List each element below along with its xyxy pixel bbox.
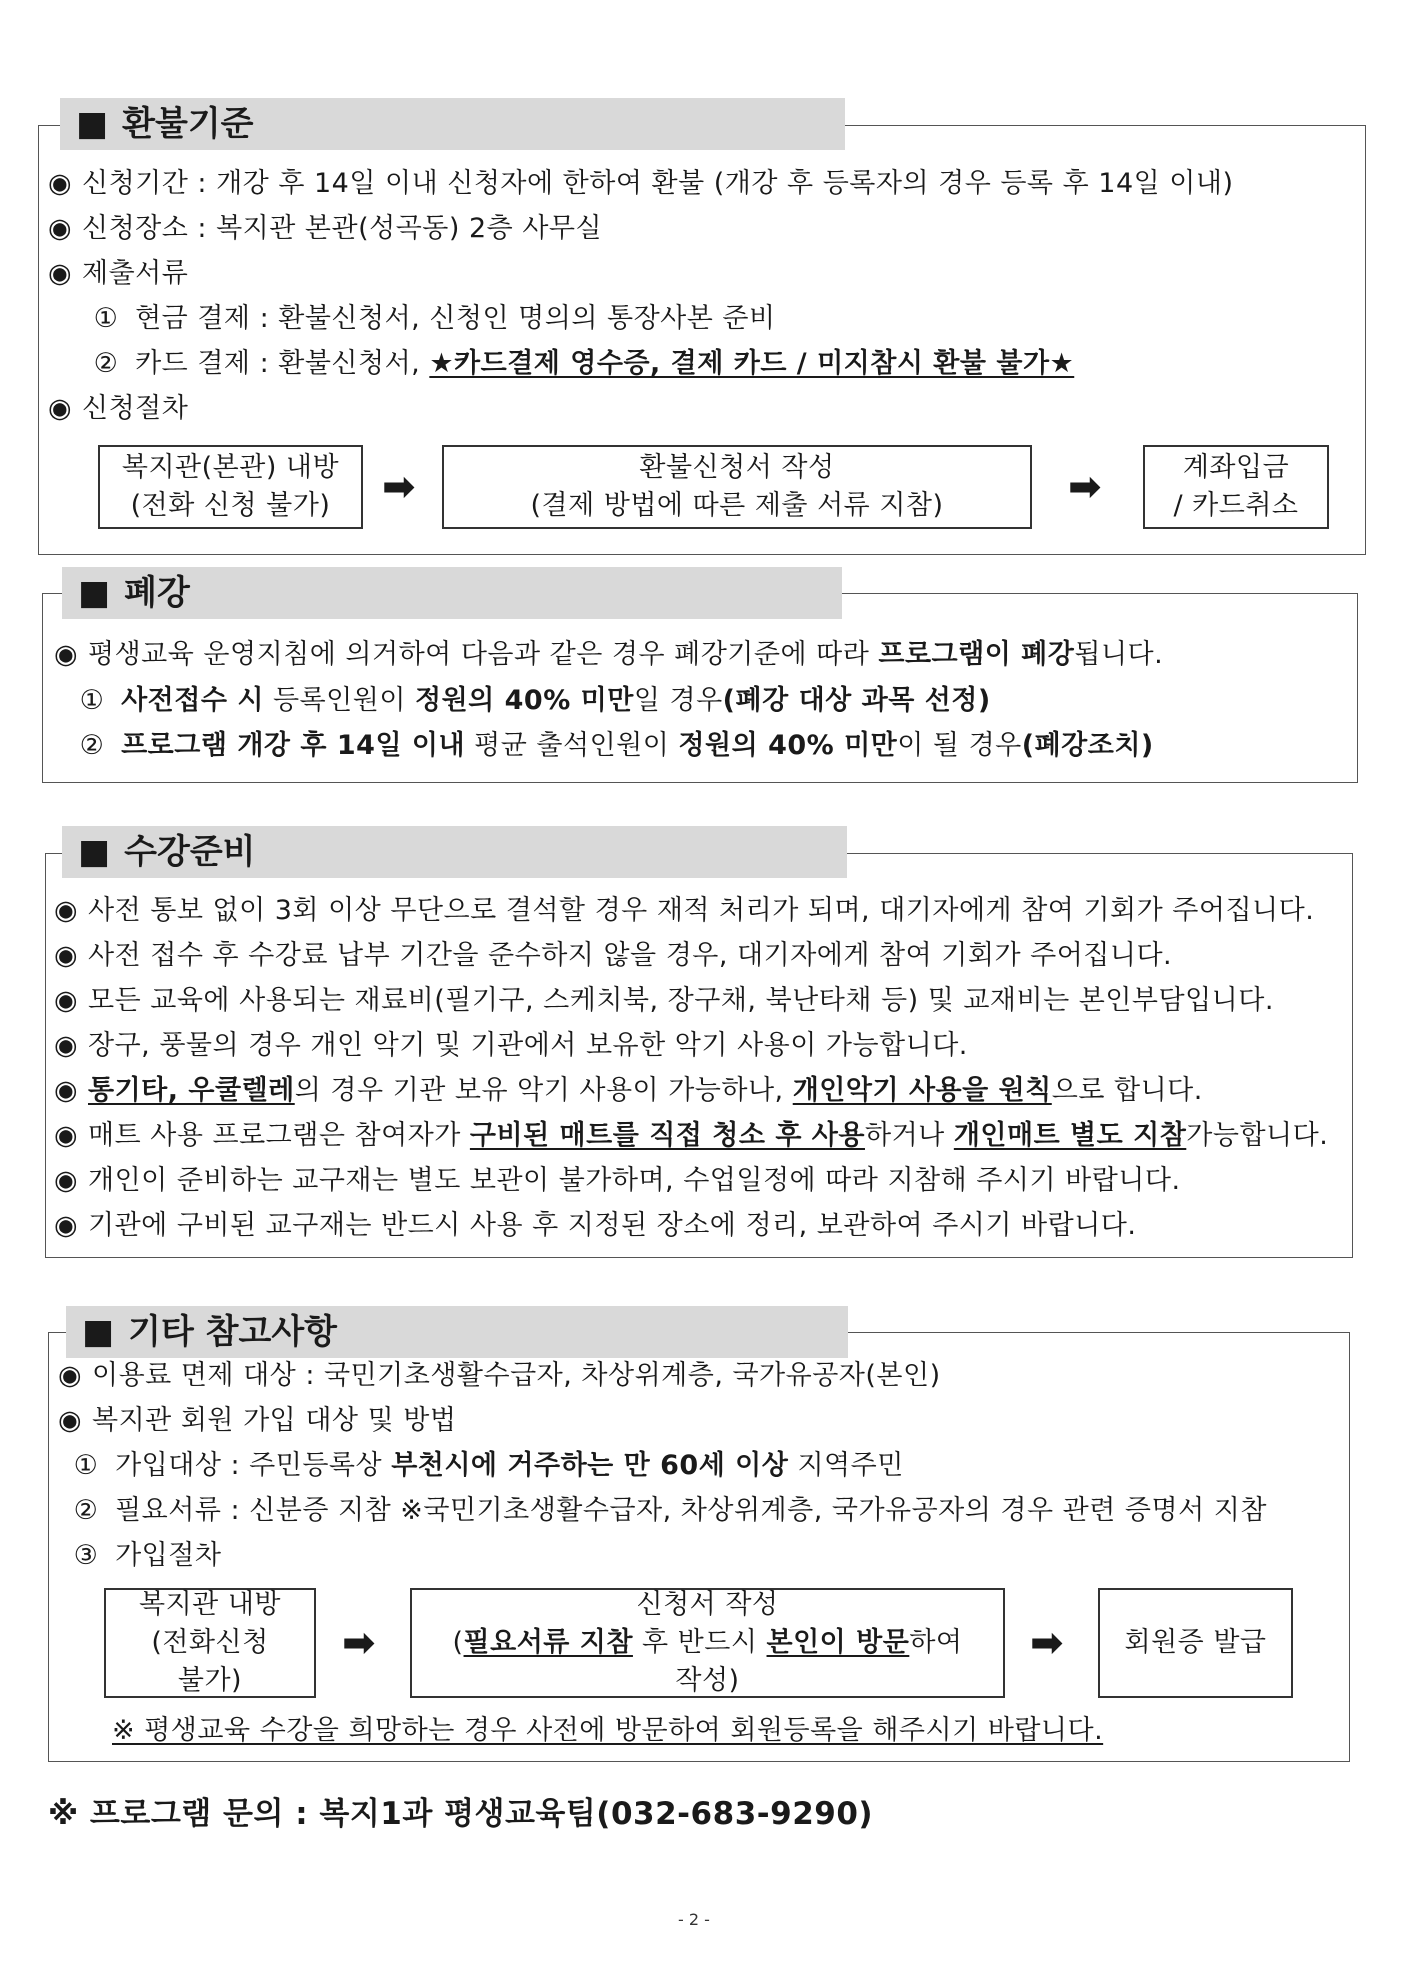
square-bullet-icon: ■: [78, 573, 111, 613]
refund-title: ■ 환불기준: [60, 98, 845, 150]
refund-flow-step-visit: 복지관(본관) 내방 (전화 신청 불가): [98, 445, 363, 529]
radio-bullet-icon: ◉: [54, 1075, 79, 1106]
refund-doc-card: ② 카드 결제 : 환불신청서, ★카드결제 영수증, 결제 카드 / 미지참시 환불 불가★: [93, 348, 1075, 379]
refund-place: ◉ 신청장소 : 복지관 본관(성곡동) 2층 사무실: [48, 210, 602, 248]
prep-item: ◉ 개인이 준비하는 교구재는 별도 보관이 불가하며, 수업일정에 따라 지참해 주시기 바랍니다.: [54, 1162, 1181, 1200]
prep-item: ◉ 사전 접수 후 수강료 납부 기간을 준수하지 않을 경우, 대기자에게 참여 기회가 주어집니다.: [54, 937, 1172, 975]
etc-member-heading: ◉ 복지관 회원 가입 대상 및 방법: [58, 1402, 456, 1440]
prep-item: ◉ 모든 교육에 사용되는 재료비(필기구, 스케치북, 장구채, 북난타채 등) 및 교재비는 본인부담입니다.: [54, 982, 1274, 1020]
arrow-right-icon: ➡: [1068, 464, 1102, 510]
refund-period: ◉ 신청기간 : 개강 후 14일 이내 신청자에 한하여 환불 (개강 후 등록자의 경우 등록 후 14일 이내): [48, 165, 1233, 203]
etc-title: ■ 기타 참고사항: [66, 1306, 848, 1358]
radio-bullet-icon: ◉: [54, 985, 79, 1016]
radio-bullet-icon: ◉: [58, 1360, 83, 1391]
radio-bullet-icon: ◉: [54, 940, 79, 971]
radio-bullet-icon: ◉: [48, 168, 73, 199]
closure-intro: ◉ 평생교육 운영지침에 의거하여 다음과 같은 경우 폐강기준에 따라 프로그램이 폐강됩니다.: [54, 636, 1163, 674]
member-flow-step-form: 신청서 작성 (필요서류 지참 후 반드시 본인이 방문하여 작성): [410, 1588, 1005, 1698]
etc-target: ① 가입대상 : 주민등록상 부천시에 거주하는 만 60세 이상 지역주민: [73, 1450, 904, 1481]
radio-bullet-icon: ◉: [54, 1210, 79, 1241]
radio-bullet-icon: ◉: [48, 213, 73, 244]
arrow-right-icon: ➡: [1030, 1620, 1064, 1666]
refund-doc-cash: ① 현금 결제 : 환불신청서, 신청인 명의의 통장사본 준비: [93, 303, 776, 334]
page-number: - 2 -: [678, 1910, 710, 1929]
square-bullet-icon: ■: [78, 832, 111, 872]
radio-bullet-icon: ◉: [54, 895, 79, 926]
radio-bullet-icon: ◉: [54, 639, 79, 670]
closure-item: ② 프로그램 개강 후 14일 이내 평균 출석인원이 정원의 40% 미만이 될 경우(폐강조치): [79, 730, 1154, 761]
etc-exempt: ◉ 이용료 면제 대상 : 국민기초생활수급자, 차상위계층, 국가유공자(본인): [58, 1357, 941, 1395]
prep-item: ◉ 통기타, 우쿨렐레의 경우 기관 보유 악기 사용이 가능하나, 개인악기 사용을 원칙으로 합니다.: [54, 1072, 1203, 1110]
prep-item: ◉ 기관에 구비된 교구재는 반드시 사용 후 지정된 장소에 정리, 보관하여 주시기 바랍니다.: [54, 1207, 1136, 1245]
member-flow-step-card: 회원증 발급: [1098, 1588, 1293, 1698]
etc-note: ※ 평생교육 수강을 희망하는 경우 사전에 방문하여 회원등록을 해주시기 바랍니다.: [112, 1715, 1104, 1746]
card-warning: ★카드결제 영수증, 결제 카드 / 미지참시 환불 불가★: [429, 348, 1075, 379]
radio-bullet-icon: ◉: [48, 258, 73, 289]
square-bullet-icon: ■: [76, 104, 109, 144]
closure-item: ① 사전접수 시 등록인원이 정원의 40% 미만일 경우(폐강 대상 과목 선정): [79, 685, 991, 716]
program-contact: ※ 프로그램 문의 : 복지1과 평생교육팀(032-683-9290): [48, 1796, 874, 1832]
refund-flow-step-form: 환불신청서 작성 (결제 방법에 따른 제출 서류 지참): [442, 445, 1032, 529]
arrow-right-icon: ➡: [382, 464, 416, 510]
etc-docs: ② 필요서류 : 신분증 지참 ※국민기초생활수급자, 차상위계층, 국가유공자의 경우 관련 증명서 지참: [73, 1495, 1267, 1526]
etc-procedure: ③ 가입절차: [73, 1540, 222, 1571]
radio-bullet-icon: ◉: [54, 1120, 79, 1151]
prep-item: ◉ 사전 통보 없이 3회 이상 무단으로 결석할 경우 재적 처리가 되며, 대기자에게 참여 기회가 주어집니다.: [54, 892, 1314, 930]
radio-bullet-icon: ◉: [54, 1030, 79, 1061]
member-flow-step-visit: 복지관 내방 (전화신청 불가): [104, 1588, 316, 1698]
closure-title: ■ 폐강: [62, 567, 842, 619]
prep-item: ◉ 매트 사용 프로그램은 참여자가 구비된 매트를 직접 청소 후 사용하거나 개인매트 별도 지참가능합니다.: [54, 1117, 1328, 1155]
refund-flow-step-refund: 계좌입금 / 카드취소: [1143, 445, 1329, 529]
prep-title: ■ 수강준비: [62, 826, 847, 878]
square-bullet-icon: ■: [82, 1312, 115, 1352]
arrow-right-icon: ➡: [342, 1620, 376, 1666]
radio-bullet-icon: ◉: [54, 1165, 79, 1196]
refund-docs-heading: ◉ 제출서류: [48, 255, 188, 293]
prep-item: ◉ 장구, 풍물의 경우 개인 악기 및 기관에서 보유한 악기 사용이 가능합니다.: [54, 1027, 968, 1065]
radio-bullet-icon: ◉: [48, 393, 73, 424]
refund-procedure-heading: ◉ 신청절차: [48, 390, 188, 428]
radio-bullet-icon: ◉: [58, 1405, 83, 1436]
